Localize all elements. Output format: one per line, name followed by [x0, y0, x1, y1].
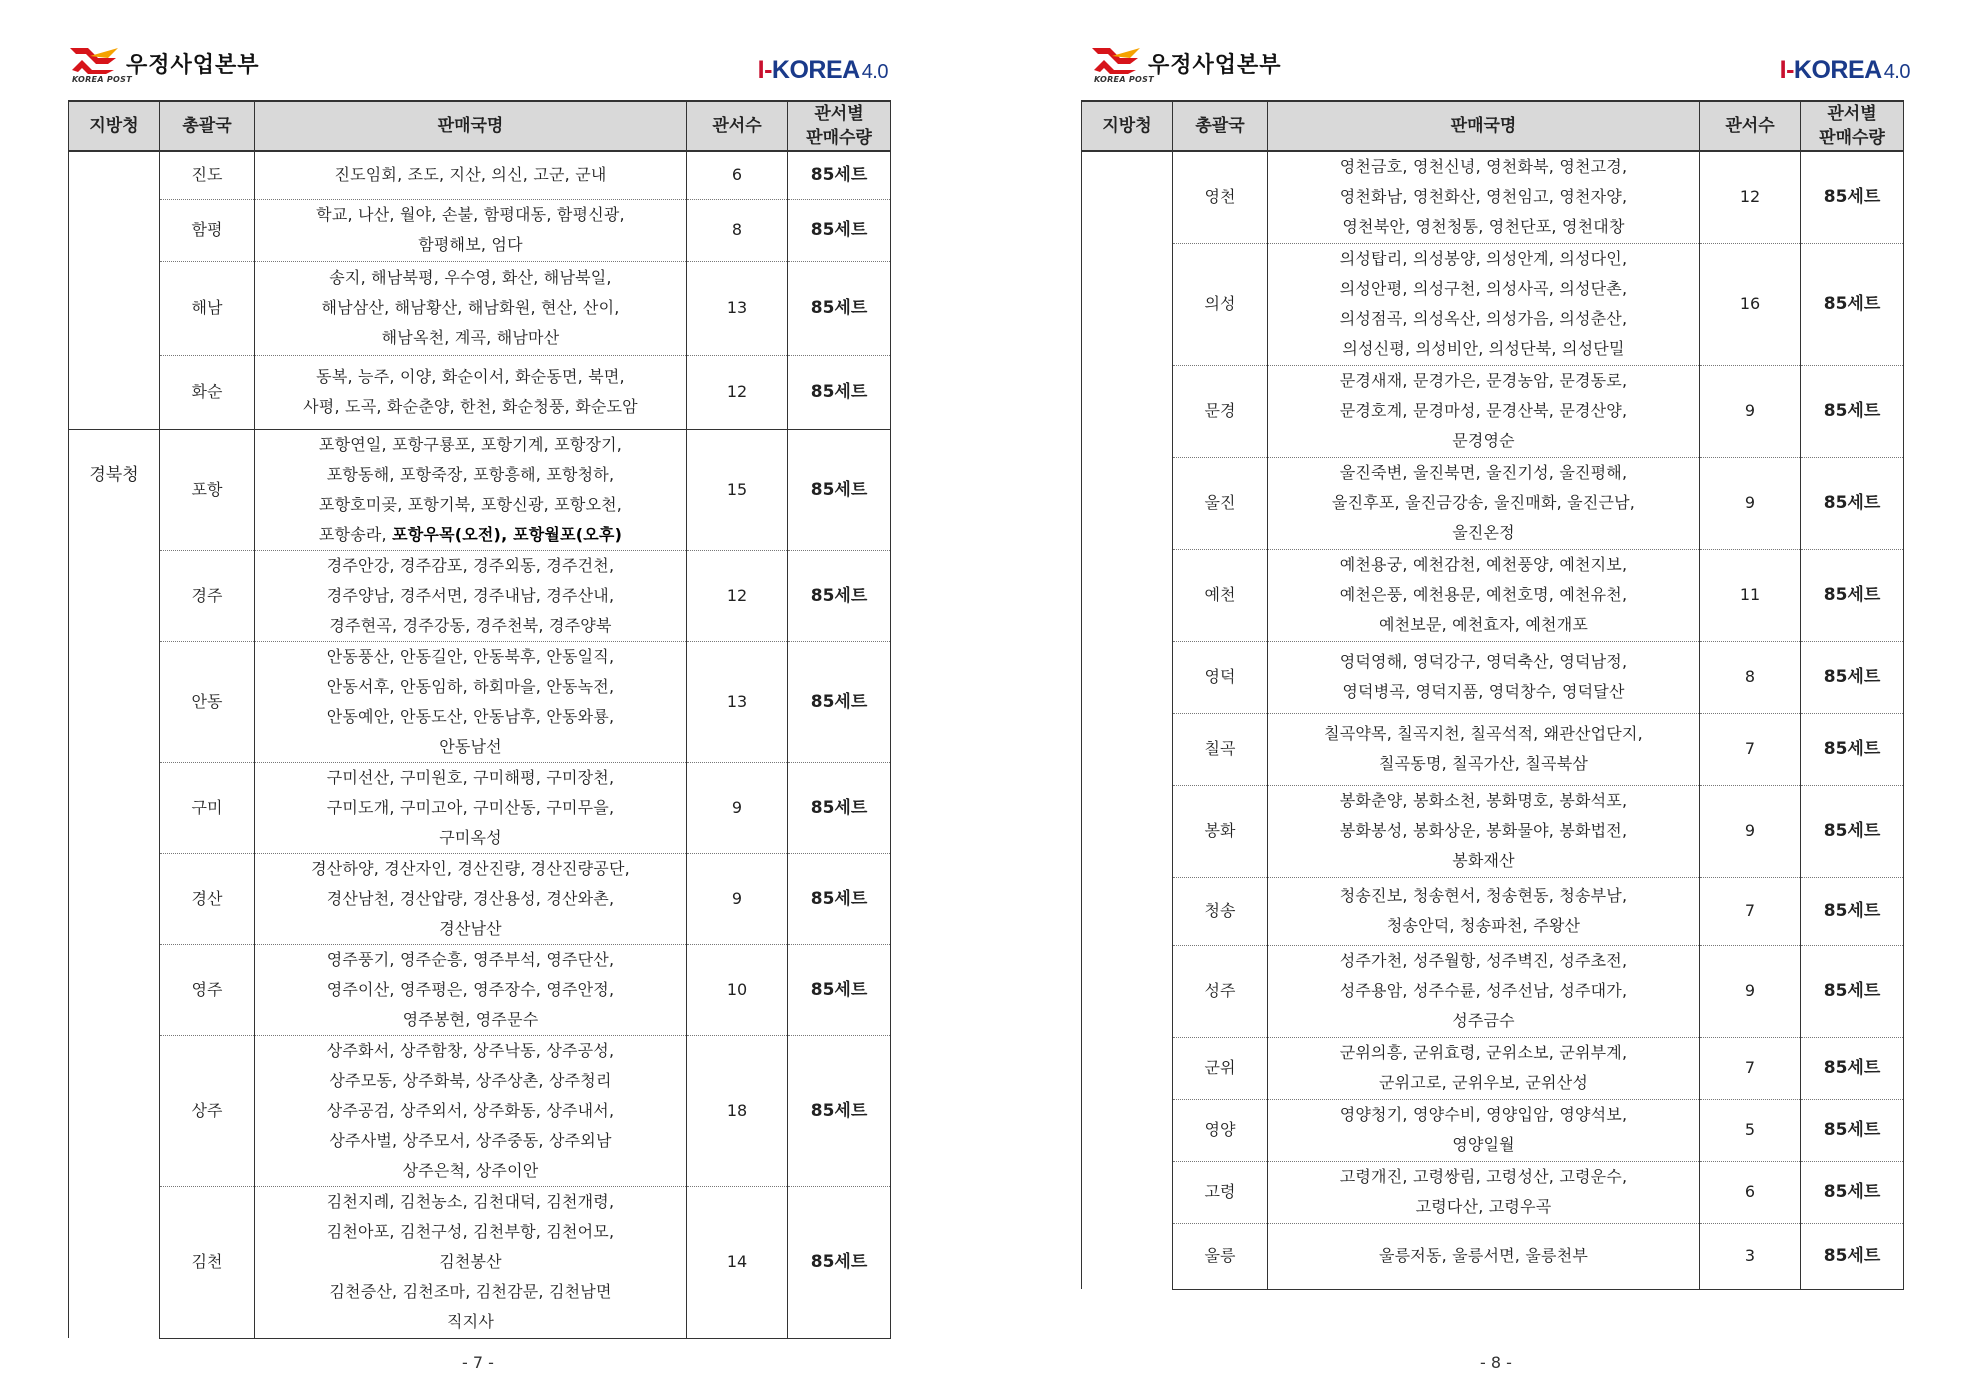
hq-cell: 포항	[160, 429, 255, 550]
office-names-line: 의성점곡, 의성옥산, 의성가음, 의성춘산,	[1339, 309, 1628, 328]
table-row	[1082, 1037, 1904, 1099]
hq-cell: 영덕	[1173, 641, 1268, 713]
hq-cell: 울진	[1173, 457, 1268, 549]
ikorea-brand	[1780, 56, 1910, 85]
office-count-cell: 12	[1700, 151, 1801, 243]
office-names-cell	[1268, 243, 1700, 365]
brand-i: I	[757, 56, 765, 84]
office-names-line: 청송진보, 청송현서, 청송현동, 청송부남,	[1339, 886, 1628, 905]
table-row	[69, 1035, 891, 1186]
sales-amount-cell: 85세트	[1801, 243, 1904, 365]
page-header	[1090, 44, 1910, 94]
office-names-line: 울진후포, 울진금강송, 울진매화, 울진근남,	[1331, 493, 1636, 512]
office-count-cell: 14	[687, 1186, 788, 1338]
office-names-line: 영덕병곡, 영덕지품, 영덕창수, 영덕달산	[1342, 682, 1625, 701]
office-names-cell	[255, 199, 687, 261]
hq-cell: 군위	[1173, 1037, 1268, 1099]
office-names-line: 진도임회, 조도, 지산, 의신, 고군, 군내	[334, 165, 607, 185]
office-names-line: 성주가천, 성주월항, 성주벽진, 성주초전,	[1339, 951, 1628, 970]
office-names-line: 구미선산, 구미원호, 구미해평, 구미장천,	[326, 767, 615, 787]
ikorea-brand	[758, 56, 888, 85]
office-names-line: 예천은풍, 예천용문, 예천호명, 예천유천,	[1339, 585, 1628, 604]
office-names-line: 영양일월	[1452, 1135, 1515, 1154]
table-row	[1082, 713, 1904, 785]
office-names-cell	[1268, 457, 1700, 549]
office-count-cell: 16	[1700, 243, 1801, 365]
office-names-line: 울릉저동, 울릉서면, 울릉천부	[1378, 1246, 1589, 1265]
office-names-line: 칠곡동명, 칠곡가산, 칠곡북삼	[1378, 754, 1589, 773]
office-names-line: 봉화춘양, 봉화소천, 봉화명호, 봉화석포,	[1339, 791, 1628, 810]
col-names: 판매국명	[1268, 101, 1700, 151]
sales-amount-cell: 85세트	[1801, 1161, 1904, 1223]
office-names-cell	[1268, 1037, 1700, 1099]
page-number: - 8 -	[1480, 1353, 1512, 1372]
office-count-cell: 11	[1700, 549, 1801, 641]
korea-post-logo	[68, 44, 260, 84]
col-sales	[1801, 101, 1904, 151]
office-names-cell	[255, 1186, 687, 1338]
office-names-line: 문경영순	[1452, 431, 1515, 450]
office-names-line: 상주화서, 상주함창, 상주낙동, 상주공성,	[326, 1040, 615, 1060]
office-names-cell	[1268, 945, 1700, 1037]
org-sub: KOREA POST	[72, 75, 132, 84]
col-hq: 총괄국	[160, 101, 255, 151]
office-names-line: 경산하양, 경산자인, 경산진량, 경산진량공단,	[311, 858, 630, 878]
office-names-line: 문경새재, 문경가은, 문경농암, 문경동로,	[1339, 371, 1628, 390]
office-names-line: 봉화봉성, 봉화상운, 봉화물야, 봉화법전,	[1339, 821, 1628, 840]
brand-korea: KOREA	[771, 56, 860, 84]
office-names-cell	[255, 355, 687, 429]
sales-amount-cell: 85세트	[1801, 877, 1904, 945]
col-sales-line2: 판매수량	[806, 128, 872, 148]
office-names-line: 안동예안, 안동도산, 안동남후, 안동와룡,	[326, 706, 615, 726]
office-names-line: 구미옥성	[439, 827, 502, 847]
office-names-cell	[1268, 785, 1700, 877]
office-count-cell: 8	[1700, 641, 1801, 713]
office-names-line: 성주용암, 성주수륜, 성주선남, 성주대가,	[1339, 981, 1628, 1000]
org-name: 우정사업본부	[126, 53, 260, 78]
office-names-line: 군위고로, 군위우보, 군위산성	[1378, 1073, 1589, 1092]
sales-amount-cell: 85세트	[788, 944, 891, 1035]
office-names-cell	[1268, 1099, 1700, 1161]
sales-amount-cell: 85세트	[1801, 365, 1904, 457]
office-names-cell	[1268, 549, 1700, 641]
table-row	[1082, 641, 1904, 713]
table-row	[1082, 785, 1904, 877]
office-names-line: 포항호미곶, 포항기북, 포항신광, 포항오천,	[318, 494, 623, 514]
office-names-line: 고령다산, 고령우곡	[1415, 1197, 1552, 1216]
sales-amount-cell: 85세트	[788, 261, 891, 355]
office-names-line: 경산남천, 경산압량, 경산용성, 경산와촌,	[326, 888, 615, 908]
office-names-cell	[1268, 1161, 1700, 1223]
office-count-cell: 12	[687, 355, 788, 429]
hq-cell: 상주	[160, 1035, 255, 1186]
sales-amount-cell: 85세트	[1801, 785, 1904, 877]
office-names-line: 김천지례, 김천농소, 김천대덕, 김천개령,	[326, 1192, 615, 1211]
table-row	[1082, 243, 1904, 365]
col-district: 지방청	[1082, 101, 1173, 151]
office-names-cell	[1268, 151, 1700, 243]
page-header	[68, 44, 888, 94]
office-names-line	[259, 520, 682, 550]
office-names-line: 문경호계, 문경마성, 문경산북, 문경산양,	[1339, 401, 1628, 420]
office-names-cell	[1268, 641, 1700, 713]
hq-cell: 경산	[160, 853, 255, 944]
table-row	[1082, 549, 1904, 641]
district-cell	[1082, 151, 1173, 1289]
office-names-line: 안동남선	[439, 736, 502, 756]
table-row	[1082, 945, 1904, 1037]
brand-version: 4.0	[861, 61, 888, 83]
office-count-cell: 15	[687, 429, 788, 550]
office-names-cell	[1268, 877, 1700, 945]
sales-table-left	[68, 100, 891, 1339]
office-count-cell: 13	[687, 641, 788, 762]
hq-cell: 김천	[160, 1186, 255, 1338]
table-row	[1082, 365, 1904, 457]
district-cell	[69, 151, 160, 429]
district-label: 경북청	[89, 464, 139, 485]
office-names-text: 포항송라,	[318, 524, 393, 544]
office-names-emphasis: 포항우목(오전), 포항월포(오후)	[392, 524, 623, 544]
office-names-line: 김천아포, 김천구성, 김천부항, 김천어모,	[326, 1222, 615, 1241]
col-sales-line2: 판매수량	[1819, 128, 1885, 148]
table-header-row	[1082, 101, 1904, 151]
office-names-line: 영주봉현, 영주문수	[402, 1009, 539, 1029]
office-names-line: 영양청기, 영양수비, 영양입암, 영양석보,	[1339, 1105, 1628, 1124]
office-names-line: 직지사	[447, 1312, 494, 1331]
office-count-cell: 6	[687, 151, 788, 199]
office-names-line: 포항동해, 포항죽장, 포항흥해, 포항청하,	[326, 464, 615, 484]
table-row	[1082, 877, 1904, 945]
office-names-line: 성주금수	[1452, 1011, 1515, 1030]
office-names-line: 예천보문, 예천효자, 예천개포	[1378, 615, 1589, 634]
office-count-cell: 10	[687, 944, 788, 1035]
office-count-cell: 18	[687, 1035, 788, 1186]
sales-amount-cell: 85세트	[1801, 1099, 1904, 1161]
office-names-cell	[255, 550, 687, 641]
sales-amount-cell: 85세트	[788, 550, 891, 641]
table-row	[69, 261, 891, 355]
office-count-cell: 6	[1700, 1161, 1801, 1223]
office-names-cell	[255, 762, 687, 853]
hq-cell: 진도	[160, 151, 255, 199]
office-count-cell: 9	[687, 762, 788, 853]
table-row	[1082, 1223, 1904, 1289]
office-count-cell: 9	[1700, 785, 1801, 877]
sales-amount-cell: 85세트	[788, 762, 891, 853]
table-row	[69, 853, 891, 944]
office-count-cell: 13	[687, 261, 788, 355]
office-count-cell: 9	[1700, 457, 1801, 549]
office-names-line: 영천북안, 영천청통, 영천단포, 영천대창	[1342, 217, 1625, 237]
sales-amount-cell: 85세트	[788, 355, 891, 429]
office-count-cell: 9	[687, 853, 788, 944]
office-names-line: 포항연일, 포항구룡포, 포항기계, 포항장기,	[318, 434, 623, 454]
table-row	[69, 429, 891, 550]
sales-amount-cell: 85세트	[788, 1035, 891, 1186]
sales-amount-cell: 85세트	[788, 1186, 891, 1338]
office-names-cell	[1268, 365, 1700, 457]
korea-post-logo	[1090, 44, 1282, 84]
office-names-line: 울진온정	[1452, 523, 1515, 542]
office-names-line: 함평해보, 엄다	[418, 235, 523, 254]
hq-cell: 성주	[1173, 945, 1268, 1037]
sales-amount-cell: 85세트	[788, 151, 891, 199]
sales-amount-cell: 85세트	[1801, 151, 1904, 243]
office-names-line: 의성탑리, 의성봉양, 의성안계, 의성다인,	[1339, 249, 1628, 268]
office-names-cell	[255, 261, 687, 355]
office-names-line: 학교, 나산, 월야, 손불, 함평대동, 함평신광,	[316, 205, 625, 224]
office-names-line: 사평, 도곡, 화순춘양, 한천, 화순청풍, 화순도암	[303, 397, 638, 416]
hq-cell: 고령	[1173, 1161, 1268, 1223]
office-names-line: 송지, 해남북평, 우수영, 화산, 해남북일,	[329, 268, 612, 287]
office-names-line: 영주풍기, 영주순흥, 영주부석, 영주단산,	[326, 949, 615, 969]
office-names-line: 군위의흥, 군위효령, 군위소보, 군위부계,	[1339, 1043, 1628, 1062]
sales-amount-cell: 85세트	[1801, 457, 1904, 549]
col-count: 관서수	[687, 101, 788, 151]
hq-cell: 칠곡	[1173, 713, 1268, 785]
office-names-cell	[255, 944, 687, 1035]
office-names-line: 영덕영해, 영덕강구, 영덕축산, 영덕남정,	[1339, 652, 1628, 671]
office-count-cell: 9	[1700, 945, 1801, 1037]
sales-amount-cell: 85세트	[788, 853, 891, 944]
sales-amount-cell: 85세트	[788, 641, 891, 762]
sales-table-right	[1081, 100, 1904, 1290]
table-row	[69, 944, 891, 1035]
office-names-line: 영주이산, 영주평은, 영주장수, 영주안정,	[326, 979, 615, 999]
col-count: 관서수	[1700, 101, 1801, 151]
table-row	[69, 762, 891, 853]
office-names-line: 경산남산	[439, 918, 502, 938]
table-row	[69, 355, 891, 429]
col-hq: 총괄국	[1173, 101, 1268, 151]
col-sales	[788, 101, 891, 151]
office-names-line: 해남삼산, 해남황산, 해남화원, 현산, 산이,	[321, 298, 620, 317]
col-names: 판매국명	[255, 101, 687, 151]
office-names-line: 김천봉산	[439, 1252, 502, 1271]
sales-amount-cell: 85세트	[1801, 1037, 1904, 1099]
office-names-line: 의성안평, 의성구천, 의성사곡, 의성단촌,	[1339, 279, 1628, 298]
hq-cell: 경주	[160, 550, 255, 641]
office-names-line: 상주사벌, 상주모서, 상주중동, 상주외남	[329, 1130, 612, 1150]
office-names-line: 의성신평, 의성비안, 의성단북, 의성단밀	[1342, 339, 1625, 358]
office-names-cell	[255, 641, 687, 762]
sales-amount-cell: 85세트	[788, 429, 891, 550]
office-count-cell: 5	[1700, 1099, 1801, 1161]
office-names-line: 동복, 능주, 이양, 화순이서, 화순동면, 북면,	[316, 367, 625, 386]
hq-cell: 해남	[160, 261, 255, 355]
col-sales-line1: 관서별	[1827, 104, 1877, 124]
office-count-cell: 8	[687, 199, 788, 261]
office-count-cell: 7	[1700, 877, 1801, 945]
korea-post-emblem-icon	[68, 44, 120, 76]
table-row	[1082, 151, 1904, 243]
office-names-line: 상주모동, 상주화북, 상주상촌, 상주청리	[329, 1070, 612, 1090]
sales-amount-cell: 85세트	[1801, 549, 1904, 641]
office-count-cell: 12	[687, 550, 788, 641]
hq-cell: 안동	[160, 641, 255, 762]
table-row	[69, 1186, 891, 1338]
office-names-cell	[255, 853, 687, 944]
table-row	[69, 550, 891, 641]
brand-version: 4.0	[1883, 61, 1910, 83]
office-names-line: 안동풍산, 안동길안, 안동북후, 안동일직,	[326, 646, 615, 666]
office-names-line: 칠곡약목, 칠곡지천, 칠곡석적, 왜관산업단지,	[1324, 724, 1643, 743]
office-names-cell	[255, 1035, 687, 1186]
office-names-line: 봉화재산	[1452, 851, 1515, 870]
table-row	[69, 199, 891, 261]
office-count-cell: 7	[1700, 713, 1801, 785]
korea-post-emblem-icon	[1090, 44, 1142, 76]
sales-amount-cell: 85세트	[1801, 713, 1904, 785]
page-number: - 7 -	[462, 1353, 494, 1372]
district-cell	[69, 429, 160, 1338]
table-row	[69, 151, 891, 199]
office-count-cell: 3	[1700, 1223, 1801, 1289]
office-names-line: 경주안강, 경주감포, 경주외동, 경주건천,	[326, 555, 615, 575]
hq-cell: 문경	[1173, 365, 1268, 457]
col-sales-line1: 관서별	[814, 104, 864, 124]
office-names-cell	[255, 429, 687, 550]
table-row	[1082, 1099, 1904, 1161]
office-names-line: 구미도개, 구미고아, 구미산동, 구미무을,	[326, 797, 615, 817]
col-district: 지방청	[69, 101, 160, 151]
office-names-line: 경주현곡, 경주강동, 경주천북, 경주양북	[329, 615, 612, 635]
office-names-line: 해남옥천, 계곡, 해남마산	[381, 328, 560, 347]
office-names-line: 상주은척, 상주이안	[402, 1160, 539, 1180]
brand-dash: -	[764, 56, 772, 84]
sales-amount-cell: 85세트	[1801, 641, 1904, 713]
org-sub: KOREA POST	[1094, 75, 1154, 84]
office-names-cell	[255, 151, 687, 199]
office-names-line: 영천화남, 영천화산, 영천임고, 영천자양,	[1339, 187, 1628, 207]
hq-cell: 화순	[160, 355, 255, 429]
hq-cell: 영주	[160, 944, 255, 1035]
hq-cell: 영양	[1173, 1099, 1268, 1161]
office-names-cell	[1268, 713, 1700, 785]
office-names-line: 경주양남, 경주서면, 경주내남, 경주산내,	[326, 585, 615, 605]
hq-cell: 예천	[1173, 549, 1268, 641]
office-names-line: 청송안덕, 청송파천, 주왕산	[1386, 916, 1581, 935]
table-row	[1082, 1161, 1904, 1223]
hq-cell: 영천	[1173, 151, 1268, 243]
office-names-cell	[1268, 1223, 1700, 1289]
office-names-line: 고령개진, 고령쌍림, 고령성산, 고령운수,	[1339, 1167, 1628, 1186]
brand-dash: -	[1786, 56, 1794, 84]
org-name: 우정사업본부	[1148, 53, 1282, 78]
brand-i: I	[1779, 56, 1787, 84]
hq-cell: 청송	[1173, 877, 1268, 945]
sales-amount-cell: 85세트	[788, 199, 891, 261]
page-right	[989, 0, 1978, 1394]
hq-cell: 의성	[1173, 243, 1268, 365]
office-names-line: 영천금호, 영천신녕, 영천화북, 영천고경,	[1339, 157, 1628, 177]
office-count-cell: 7	[1700, 1037, 1801, 1099]
hq-cell: 울릉	[1173, 1223, 1268, 1289]
office-names-line: 안동서후, 안동임하, 하회마을, 안동녹전,	[326, 676, 615, 696]
sales-amount-cell: 85세트	[1801, 945, 1904, 1037]
brand-korea: KOREA	[1793, 56, 1882, 84]
hq-cell: 구미	[160, 762, 255, 853]
hq-cell: 봉화	[1173, 785, 1268, 877]
office-names-line: 예천용궁, 예천감천, 예천풍양, 예천지보,	[1339, 555, 1628, 574]
table-row	[1082, 457, 1904, 549]
office-names-line: 울진죽변, 울진북면, 울진기성, 울진평해,	[1339, 463, 1628, 482]
office-count-cell: 9	[1700, 365, 1801, 457]
office-names-line: 김천증산, 김천조마, 김천감문, 김천남면	[329, 1282, 612, 1301]
office-names-line: 상주공검, 상주외서, 상주화동, 상주내서,	[326, 1100, 615, 1120]
hq-cell: 함평	[160, 199, 255, 261]
table-row	[69, 641, 891, 762]
sales-amount-cell: 85세트	[1801, 1223, 1904, 1289]
table-header-row	[69, 101, 891, 151]
